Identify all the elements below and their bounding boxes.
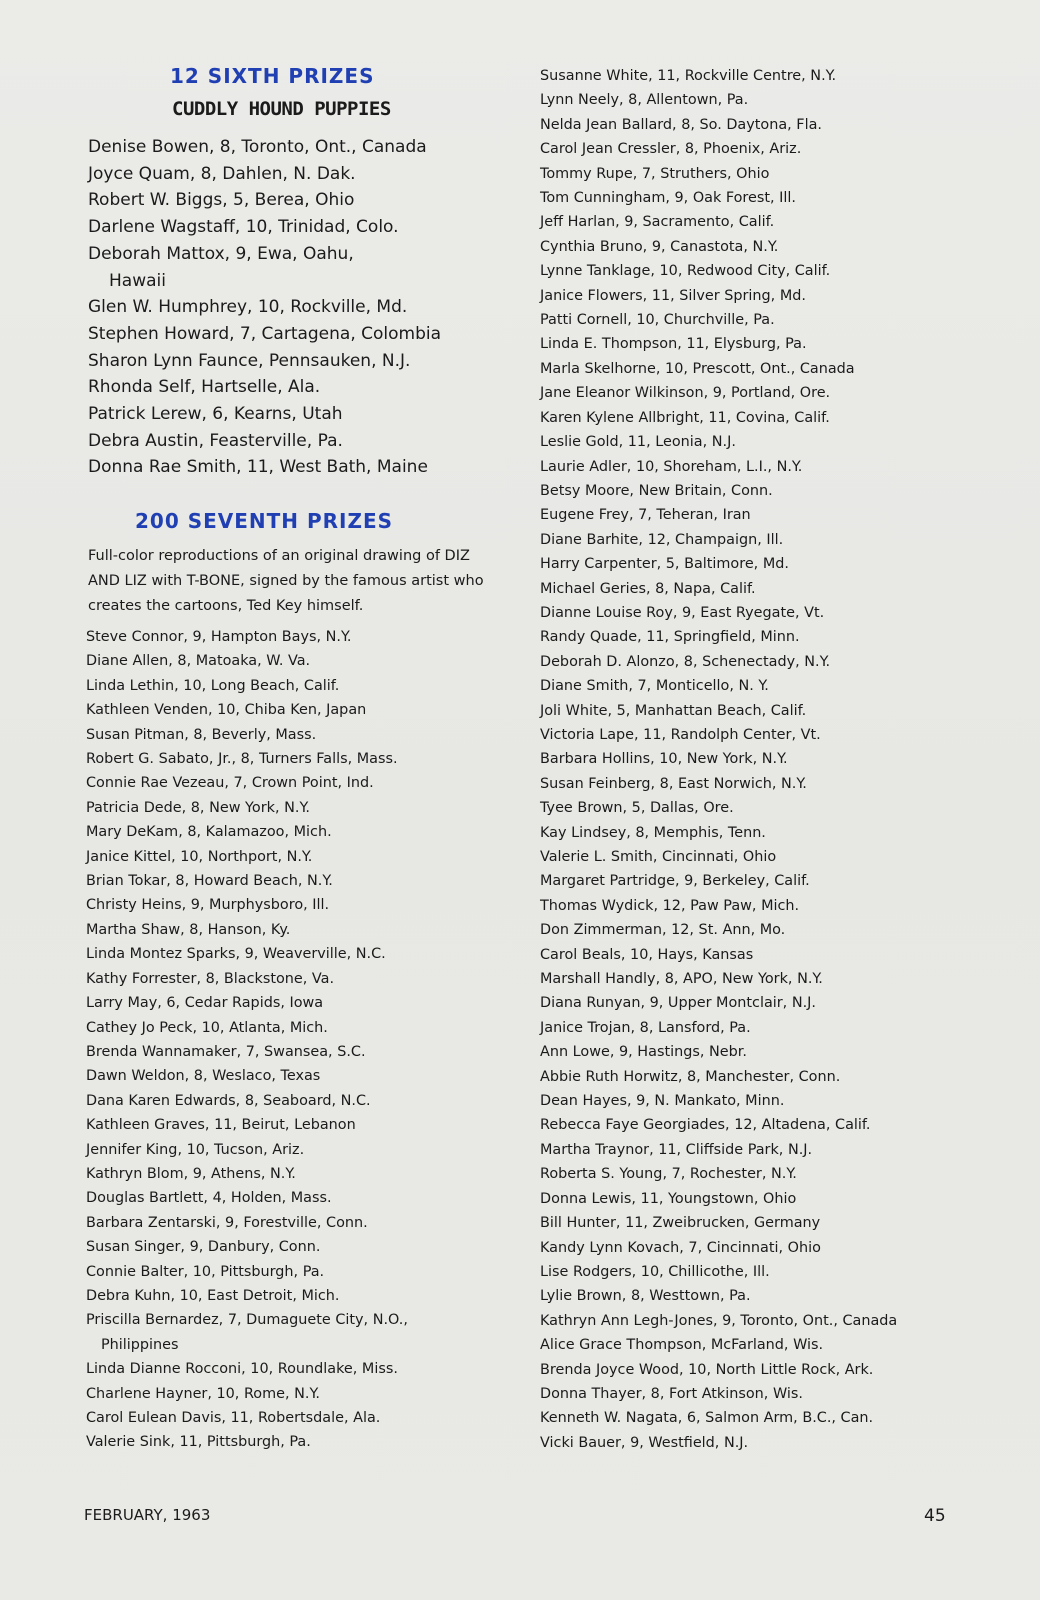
winner-entry: Glen W. Humphrey, 10, Rockville, Md.	[88, 297, 408, 318]
winner-entry: Kathryn Blom, 9, Athens, N.Y.	[86, 1165, 296, 1182]
winner-entry: Darlene Wagstaff, 10, Trinidad, Colo.	[88, 217, 399, 238]
winner-entry: Thomas Wydick, 12, Paw Paw, Mich.	[540, 897, 800, 914]
winner-entry: Kay Lindsey, 8, Memphis, Tenn.	[540, 824, 766, 841]
winner-entry: Stephen Howard, 7, Cartagena, Colombia	[88, 323, 442, 344]
winner-entry: Susanne White, 11, Rockville Centre, N.Y.	[540, 68, 837, 84]
winner-entry: Lynn Neely, 8, Allentown, Pa.	[540, 92, 749, 109]
winner-entry: Tyee Brown, 5, Dallas, Ore.	[540, 800, 734, 817]
seventh-prizes-heading: 200 SEVENTH PRIZES	[135, 509, 394, 533]
sixth-prizes-subtitle: CUDDLY HOUND PUPPIES	[172, 98, 391, 120]
winner-entry: Kathy Forrester, 8, Blackstone, Va.	[86, 970, 335, 987]
winner-entry: Kathleen Graves, 11, Beirut, Lebanon	[86, 1117, 356, 1134]
winner-entry: Jane Eleanor Wilkinson, 9, Portland, Ore.	[540, 385, 831, 402]
winner-entry: Abbie Ruth Horwitz, 8, Manchester, Conn.	[540, 1068, 841, 1085]
winner-entry: Debra Kuhn, 10, East Detroit, Mich.	[86, 1287, 340, 1304]
winner-entry: Larry May, 6, Cedar Rapids, Iowa	[86, 995, 324, 1012]
winner-entry: Patricia Dede, 8, New York, N.Y.	[86, 799, 310, 816]
winner-entry: Cathey Jo Peck, 10, Atlanta, Mich.	[86, 1019, 328, 1036]
winner-entry: Robert W. Biggs, 5, Berea, Ohio	[88, 190, 355, 211]
winner-entry: Linda Montez Sparks, 9, Weaverville, N.C.	[86, 946, 386, 963]
winner-entry: Linda E. Thompson, 11, Elysburg, Pa.	[540, 336, 807, 353]
winner-entry: Steve Connor, 9, Hampton Bays, N.Y.	[86, 629, 352, 645]
winner-entry: Debra Austin, Feasterville, Pa.	[88, 430, 343, 451]
winner-entry: Susan Singer, 9, Danbury, Conn.	[86, 1239, 321, 1256]
winner-entry: Betsy Moore, New Britain, Conn.	[540, 482, 773, 499]
winner-entry: Janice Kittel, 10, Northport, N.Y.	[86, 848, 313, 865]
winner-entry: Leslie Gold, 11, Leonia, N.J.	[540, 434, 736, 451]
winner-entry: Linda Lethin, 10, Long Beach, Calif.	[86, 677, 340, 694]
winner-entry: Kenneth W. Nagata, 6, Salmon Arm, B.C., Can.	[540, 1410, 874, 1427]
winner-entry: Diane Smith, 7, Monticello, N. Y.	[540, 678, 769, 695]
winner-entry: Cynthia Bruno, 9, Canastota, N.Y.	[540, 238, 779, 255]
winner-entry: Lise Rodgers, 10, Chillicothe, Ill.	[540, 1263, 770, 1280]
winner-entry: Randy Quade, 11, Springfield, Minn.	[540, 629, 800, 646]
winner-entry: Victoria Lape, 11, Randolph Center, Vt.	[540, 726, 821, 743]
winner-entry: Donna Lewis, 11, Youngstown, Ohio	[540, 1190, 797, 1207]
winner-entry: Hawaii	[109, 270, 166, 291]
winner-entry: Kathleen Venden, 10, Chiba Ken, Japan	[86, 702, 367, 719]
winner-entry: Vicki Bauer, 9, Westfield, N.J.	[540, 1434, 749, 1451]
winner-entry: Linda Dianne Rocconi, 10, Roundlake, Miss.	[86, 1361, 398, 1378]
winner-entry: Tommy Rupe, 7, Struthers, Ohio	[540, 165, 770, 182]
winner-entry: Dawn Weldon, 8, Weslaco, Texas	[86, 1068, 321, 1085]
winner-entry: Jeff Harlan, 9, Sacramento, Calif.	[540, 214, 775, 231]
winner-entry: Roberta S. Young, 7, Rochester, N.Y.	[540, 1166, 797, 1183]
winner-entry: Brian Tokar, 8, Howard Beach, N.Y.	[86, 873, 333, 890]
winner-entry: Brenda Joyce Wood, 10, North Little Rock, Ark.	[540, 1361, 874, 1378]
winner-entry: Diane Barhite, 12, Champaign, Ill.	[540, 531, 784, 548]
winner-entry: Kandy Lynn Kovach, 7, Cincinnati, Ohio	[540, 1239, 821, 1256]
winner-entry: Connie Rae Vezeau, 7, Crown Point, Ind.	[86, 775, 374, 792]
winner-entry: Dana Karen Edwards, 8, Seaboard, N.C.	[86, 1092, 371, 1109]
winner-entry: Bill Hunter, 11, Zweibrucken, Germany	[540, 1215, 821, 1232]
winner-entry: Valerie L. Smith, Cincinnati, Ohio	[540, 849, 777, 865]
winner-entry: Donna Thayer, 8, Fort Atkinson, Wis.	[540, 1385, 803, 1402]
winner-entry: Rhonda Self, Hartselle, Ala.	[88, 377, 321, 398]
winner-entry: Sharon Lynn Faunce, Pennsauken, N.J.	[88, 350, 411, 371]
winner-entry: Deborah D. Alonzo, 8, Schenectady, N.Y.	[540, 653, 831, 670]
winner-entry: Barbara Zentarski, 9, Forestville, Conn.	[86, 1214, 368, 1231]
winner-entry: Douglas Bartlett, 4, Holden, Mass.	[86, 1190, 332, 1207]
winner-entry: Priscilla Bernardez, 7, Dumaguete City, N.O.,	[86, 1312, 408, 1329]
winner-entry: Harry Carpenter, 5, Baltimore, Md.	[540, 556, 789, 573]
winner-entry: Karen Kylene Allbright, 11, Covina, Calif.	[540, 409, 830, 426]
winner-entry: Christy Heins, 9, Murphysboro, Ill.	[86, 897, 330, 914]
winner-entry: Carol Jean Cressler, 8, Phoenix, Ariz.	[540, 141, 802, 158]
winner-entry: Susan Feinberg, 8, East Norwich, N.Y.	[540, 775, 807, 792]
winner-entry: Alice Grace Thompson, McFarland, Wis.	[540, 1337, 824, 1354]
winner-entry: Patti Cornell, 10, Churchville, Pa.	[540, 312, 775, 329]
winner-entry: Joli White, 5, Manhattan Beach, Calif.	[540, 702, 807, 719]
winner-entry: Martha Shaw, 8, Hanson, Ky.	[86, 921, 291, 938]
sixth-prizes-winner-list	[88, 134, 441, 481]
issue-date: FEBRUARY, 1963	[84, 1506, 211, 1524]
winner-entry: Dianne Louise Roy, 9, East Ryegate, Vt.	[540, 604, 825, 621]
winner-entry: Janice Flowers, 11, Silver Spring, Md.	[540, 287, 806, 304]
winner-entry: Robert G. Sabato, Jr., 8, Turners Falls, Mass.	[86, 751, 398, 768]
winner-entry: Janice Trojan, 8, Lansford, Pa.	[540, 1019, 751, 1036]
winner-entry: Nelda Jean Ballard, 8, So. Daytona, Fla.	[540, 116, 822, 133]
winner-entry: Valerie Sink, 11, Pittsburgh, Pa.	[86, 1434, 311, 1451]
winner-entry: Marla Skelhorne, 10, Prescott, Ont., Canada	[540, 360, 855, 377]
sixth-prizes-heading: 12 SIXTH PRIZES	[170, 64, 375, 88]
winner-entry: Dean Hayes, 9, N. Mankato, Minn.	[540, 1093, 785, 1110]
winner-entry: Charlene Hayner, 10, Rome, N.Y.	[86, 1385, 320, 1402]
winner-entry: Denise Bowen, 8, Toronto, Ont., Canada	[88, 137, 427, 157]
winner-entry: Barbara Hollins, 10, New York, N.Y.	[540, 751, 788, 768]
winner-entry: Lylie Brown, 8, Westtown, Pa.	[540, 1288, 751, 1305]
winner-entry: Eugene Frey, 7, Teheran, Iran	[540, 507, 751, 524]
winner-entry: Diane Allen, 8, Matoaka, W. Va.	[86, 653, 311, 670]
winner-entry: Mary DeKam, 8, Kalamazoo, Mich.	[86, 824, 332, 841]
winner-entry: Jennifer King, 10, Tucson, Ariz.	[86, 1141, 305, 1158]
winner-entry: Patrick Lerew, 6, Kearns, Utah	[88, 404, 343, 425]
winner-entry: Philippines	[101, 1336, 179, 1353]
winner-entry: Tom Cunningham, 9, Oak Forest, Ill.	[540, 190, 796, 207]
winner-entry: Michael Geries, 8, Napa, Calif.	[540, 580, 756, 597]
winner-entry: Rebecca Faye Georgiades, 12, Altadena, Calif.	[540, 1117, 871, 1134]
winner-entry: Donna Rae Smith, 11, West Bath, Maine	[88, 457, 428, 478]
winner-entry: Connie Balter, 10, Pittsburgh, Pa.	[86, 1263, 325, 1280]
winner-entry: Don Zimmerman, 12, St. Ann, Mo.	[540, 922, 786, 939]
winner-entry: Kathryn Ann Legh-Jones, 9, Toronto, Ont., Canada	[540, 1312, 898, 1329]
winner-entry: Deborah Mattox, 9, Ewa, Oahu,	[88, 243, 354, 264]
seventh-prizes-winner-list-left	[86, 625, 408, 1455]
winner-entry: Lynne Tanklage, 10, Redwood City, Calif.	[540, 263, 831, 280]
seventh-prizes-description: Full-color reproductions of an original drawing of DIZ AND LIZ with T-BONE, signed by the famous artist who creates the cartoons, Ted Key himself.	[88, 548, 484, 614]
page-number: 45	[924, 1506, 946, 1526]
winner-entry: Margaret Partridge, 9, Berkeley, Calif.	[540, 873, 810, 890]
winner-entry: Joyce Quam, 8, Dahlen, N. Dak.	[88, 163, 356, 184]
winner-entry: Brenda Wannamaker, 7, Swansea, S.C.	[86, 1043, 366, 1060]
winner-entry: Susan Pitman, 8, Beverly, Mass.	[86, 726, 317, 743]
winner-entry: Carol Beals, 10, Hays, Kansas	[540, 946, 754, 963]
winner-entry: Carol Eulean Davis, 11, Robertsdale, Ala.	[86, 1410, 381, 1426]
winner-entry: Ann Lowe, 9, Hastings, Nebr.	[540, 1044, 747, 1061]
winner-entry: Diana Runyan, 9, Upper Montclair, N.J.	[540, 995, 816, 1012]
seventh-prizes-winner-list-right	[540, 64, 897, 1455]
winner-entry: Laurie Adler, 10, Shoreham, L.I., N.Y.	[540, 458, 803, 475]
winner-entry: Marshall Handly, 8, APO, New York, N.Y.	[540, 971, 823, 988]
winner-entry: Martha Traynor, 11, Cliffside Park, N.J.	[540, 1141, 813, 1158]
